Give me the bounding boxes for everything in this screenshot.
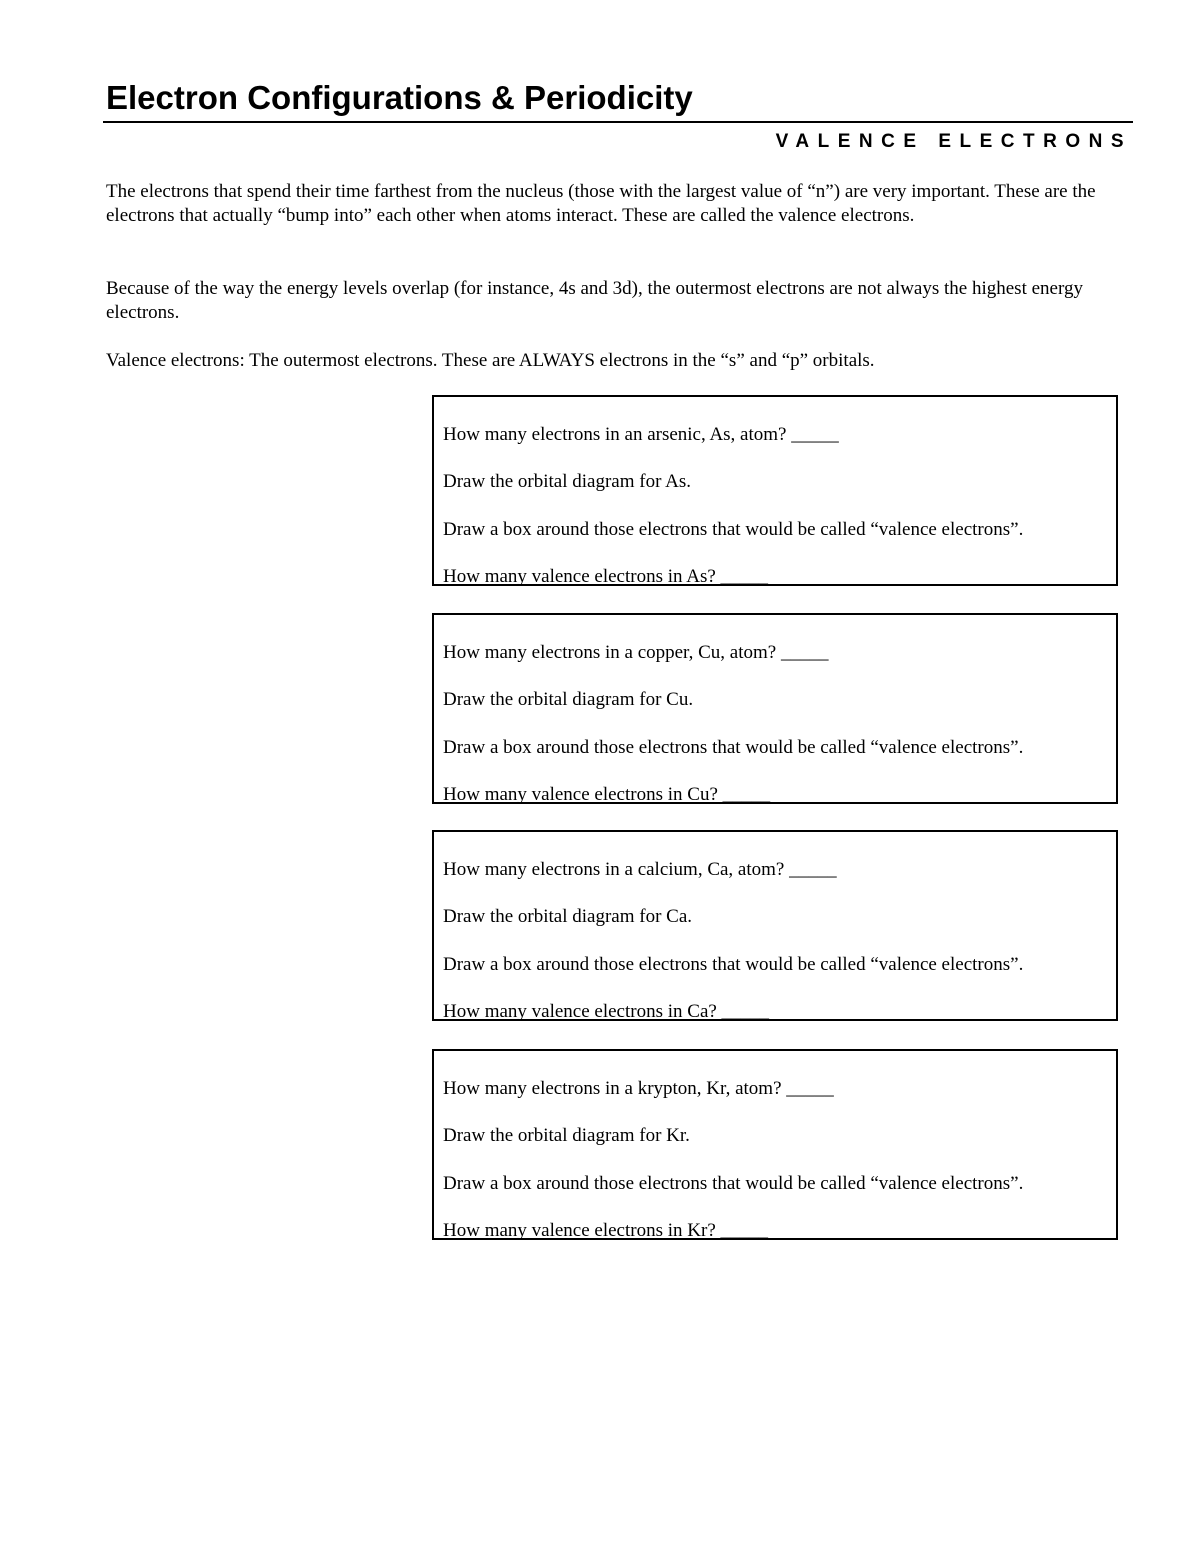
question-box-valence: Draw a box around those electrons that would be called “valence electrons”.: [443, 1173, 1024, 1194]
intro-paragraph-2: Because of the way the energy levels overlap (for instance, 4s and 3d), the outermost electrons are not always the highest energy electrons.: [106, 278, 1083, 323]
question-valence-count: How many valence electrons in Cu? _____: [443, 784, 771, 805]
section-subtitle: VALENCE ELECTRONS: [775, 131, 1132, 152]
question-electron-count: How many electrons in an arsenic, As, atom? _____: [443, 424, 839, 445]
question-orbital-diagram: Draw the orbital diagram for Cu.: [443, 689, 694, 710]
question-electron-count: How many electrons in a krypton, Kr, atom? _____: [443, 1078, 834, 1099]
page-title: Electron Configurations & Periodicity: [106, 79, 693, 116]
question-box-valence: Draw a box around those electrons that would be called “valence electrons”.: [443, 737, 1024, 758]
question-box-krypton: [432, 1049, 1118, 1240]
question-box-valence: Draw a box around those electrons that would be called “valence electrons”.: [443, 954, 1024, 975]
question-orbital-diagram: Draw the orbital diagram for Kr.: [443, 1125, 690, 1146]
title-divider: [103, 121, 1133, 123]
valence-definition: Valence electrons: The outermost electrons. These are ALWAYS electrons in the “s” and “p” orbitals.: [106, 350, 875, 371]
intro-paragraph-1: The electrons that spend their time farthest from the nucleus (those with the largest value of “n”) are very important. These are the electrons that actually “bump into” each other when atoms interact. These are called the valence electrons.: [106, 181, 1096, 226]
question-electron-count: How many electrons in a calcium, Ca, atom? _____: [443, 859, 837, 880]
question-valence-count: How many valence electrons in Kr? _____: [443, 1220, 769, 1241]
question-orbital-diagram: Draw the orbital diagram for As.: [443, 471, 691, 492]
question-electron-count: How many electrons in a copper, Cu, atom? _____: [443, 642, 829, 663]
question-valence-count: How many valence electrons in Ca? _____: [443, 1001, 770, 1022]
question-box-arsenic: [432, 395, 1118, 586]
question-box-copper: [432, 613, 1118, 804]
question-orbital-diagram: Draw the orbital diagram for Ca.: [443, 906, 693, 927]
question-box-calcium: [432, 830, 1118, 1021]
question-valence-count: How many valence electrons in As? _____: [443, 566, 769, 587]
question-box-valence: Draw a box around those electrons that would be called “valence electrons”.: [443, 519, 1024, 540]
